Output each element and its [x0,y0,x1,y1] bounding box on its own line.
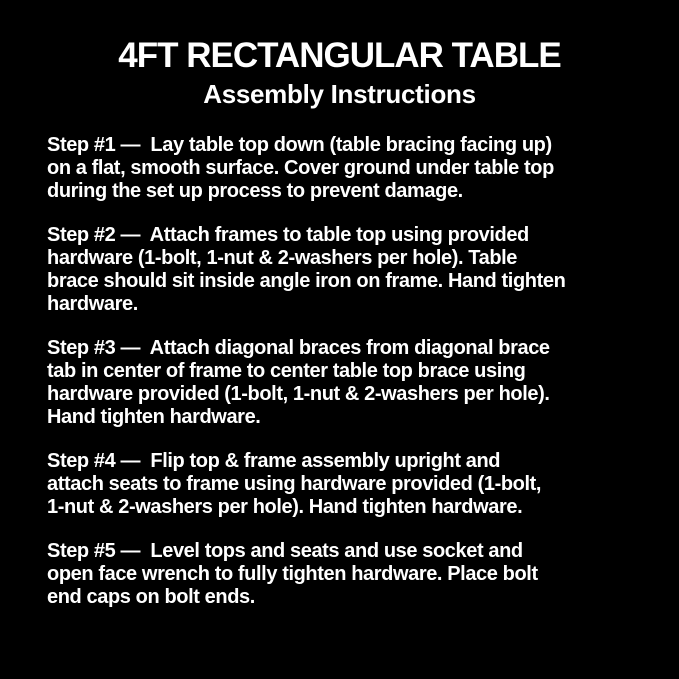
step-2-line-3: brace should sit inside angle iron on frame. Hand tighten [47,270,566,292]
step-3-line-4: Hand tighten hardware. [47,406,261,428]
step-4-line-2: attach seats to frame using hardware provided (1-bolt, [47,473,542,495]
step-5-line-1: Step #5 — Level tops and seats and use socket and [47,540,523,562]
step-5-line-2: open face wrench to fully tighten hardware. Place bolt [47,563,538,585]
step-1-line-1: Step #1 — Lay table top down (table bracing facing up) [47,134,552,156]
step-2 [47,224,649,316]
step-2-line-2: hardware (1-bolt, 1-nut & 2-washers per hole). Table [47,247,518,269]
step-1 [47,134,649,203]
step-4-line-1: Step #4 — Flip top & frame assembly upright and [47,450,501,472]
step-2-line-4: hardware. [47,293,138,315]
step-3-line-1: Step #3 — Attach diagonal braces from diagonal brace [47,337,550,359]
step-2-line-1: Step #2 — Attach frames to table top using provided [47,224,529,246]
step-1-line-2: on a flat, smooth surface. Cover ground under table top [47,157,554,179]
step-5 [47,540,649,609]
step-5-line-3: end caps on bolt ends. [47,586,255,608]
step-4-line-3: 1-nut & 2-washers per hole). Hand tighten hardware. [47,496,523,518]
steps-list [0,134,679,609]
step-3-line-2: tab in center of frame to center table top brace using [47,360,526,382]
page-title: 4FT RECTANGULAR TABLE [118,36,561,75]
step-4 [47,450,649,519]
step-1-line-3: during the set up process to prevent damage. [47,180,463,202]
step-3 [47,337,649,429]
step-3-line-3: hardware provided (1-bolt, 1-nut & 2-washers per hole). [47,383,550,405]
page-subtitle: Assembly Instructions [203,79,476,109]
